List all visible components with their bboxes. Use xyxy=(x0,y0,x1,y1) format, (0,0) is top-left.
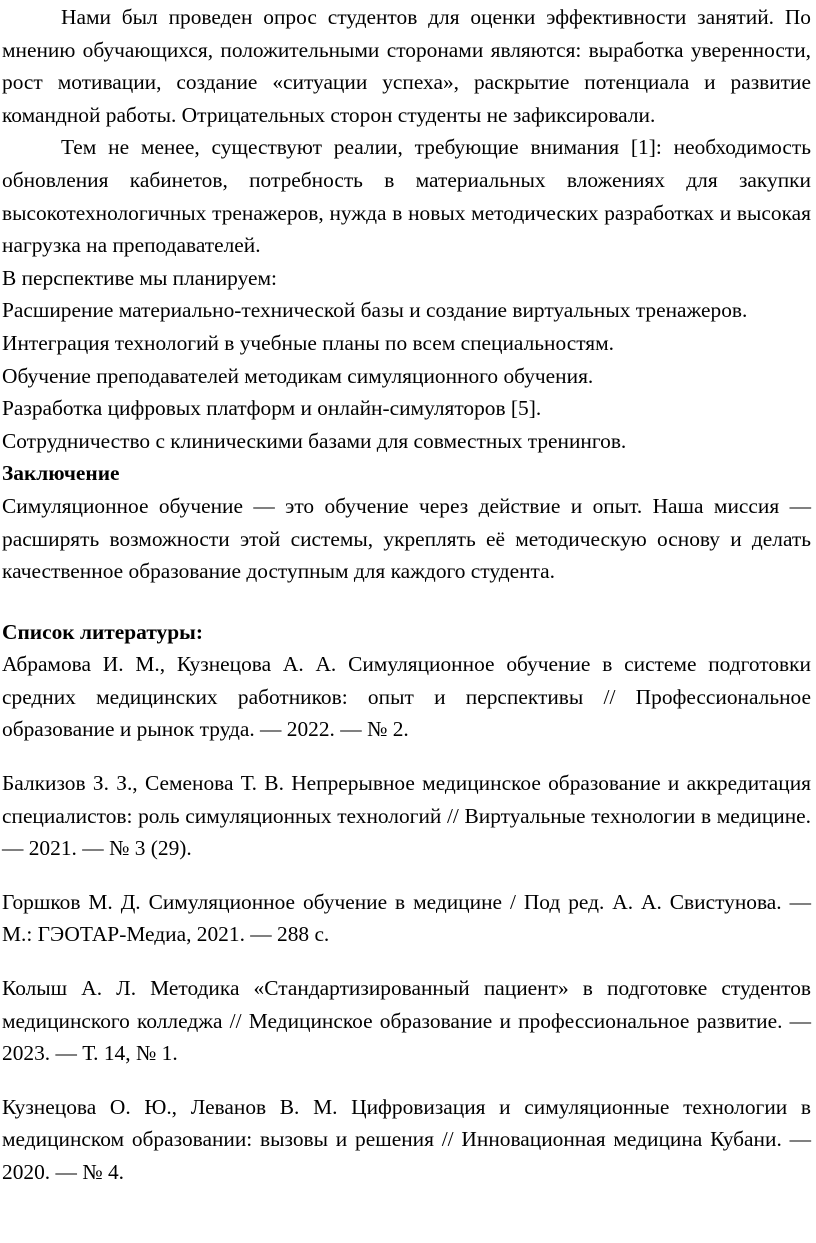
plan-item: Интеграция технологий в учебные планы по всем специальностям. xyxy=(2,330,615,355)
references-heading: Список литературы: xyxy=(2,619,203,644)
reference-item: Балкизов З. З., Семенова Т. В. Непрерывное медицинское образование и аккредитация специалистов: роль симуляционных технологий // Виртуальные технологии в медицине. — 2021. — № 3 (29). xyxy=(2,771,811,861)
survey-paragraph: Нами был проведен опрос студентов для оценки эффективности занятий. По мнению обучающихся, положительными сторонами являются: выработка уверенности, рост мотивации, создание «ситуации успеха», раскрытие потенциала и развитие командной работы. Отрицательных сторон студенты не зафиксировали. xyxy=(2,5,811,127)
reference-item: Горшков М. Д. Симуляционное обучение в медицине / Под ред. А. А. Свистунова. — М.: ГЭОТАР-Медиа, 2021. — 288 с. xyxy=(2,889,811,947)
plan-item: Обучение преподавателей методикам симуляционного обучения. xyxy=(2,363,594,388)
reference-item: Абрамова И. М., Кузнецова А. А. Симуляционное обучение в системе подготовки средних медицинских работников: опыт и перспективы // Профессиональное образование и рынок труда. — 2022. — № 2. xyxy=(2,652,811,742)
reference-item: Кузнецова О. Ю., Леванов В. М. Цифровизация и симуляционные технологии в медицинском образовании: вызовы и решения // Инновационная медицина Кубани. — 2020. — № 4. xyxy=(2,1094,811,1184)
reference-item: Колыш А. Л. Методика «Стандартизированный пациент» в подготовке студентов медицинского колледжа // Медицинское образование и профессиональное развитие. — 2023. — Т. 14, № 1. xyxy=(2,976,811,1066)
plan-item: Разработка цифровых платформ и онлайн-симуляторов [5]. xyxy=(2,396,542,421)
challenges-paragraph: Тем не менее, существуют реалии, требующие внимания [1]: необходимость обновления кабинетов, потребность в материальных вложениях для закупки высокотехнологичных тренажеров, нужда в новых методических разработках и высокая нагрузка на преподавателей. xyxy=(2,135,811,258)
plan-item: Расширение материально-технической базы и создание виртуальных тренажеров. xyxy=(2,298,748,323)
conclusion-text: Симуляционное обучение — это обучение через действие и опыт. Наша миссия — расширять возможности этой системы, укреплять её методическую основу и делать качественное образование доступным для каждого студента. xyxy=(2,493,811,584)
conclusion-heading: Заключение xyxy=(2,461,120,486)
section-spacer xyxy=(2,588,811,616)
plan-item: Сотрудничество с клиническими базами для совместных тренингов. xyxy=(2,428,627,453)
plans-intro: В перспективе мы планируем: xyxy=(2,265,277,290)
